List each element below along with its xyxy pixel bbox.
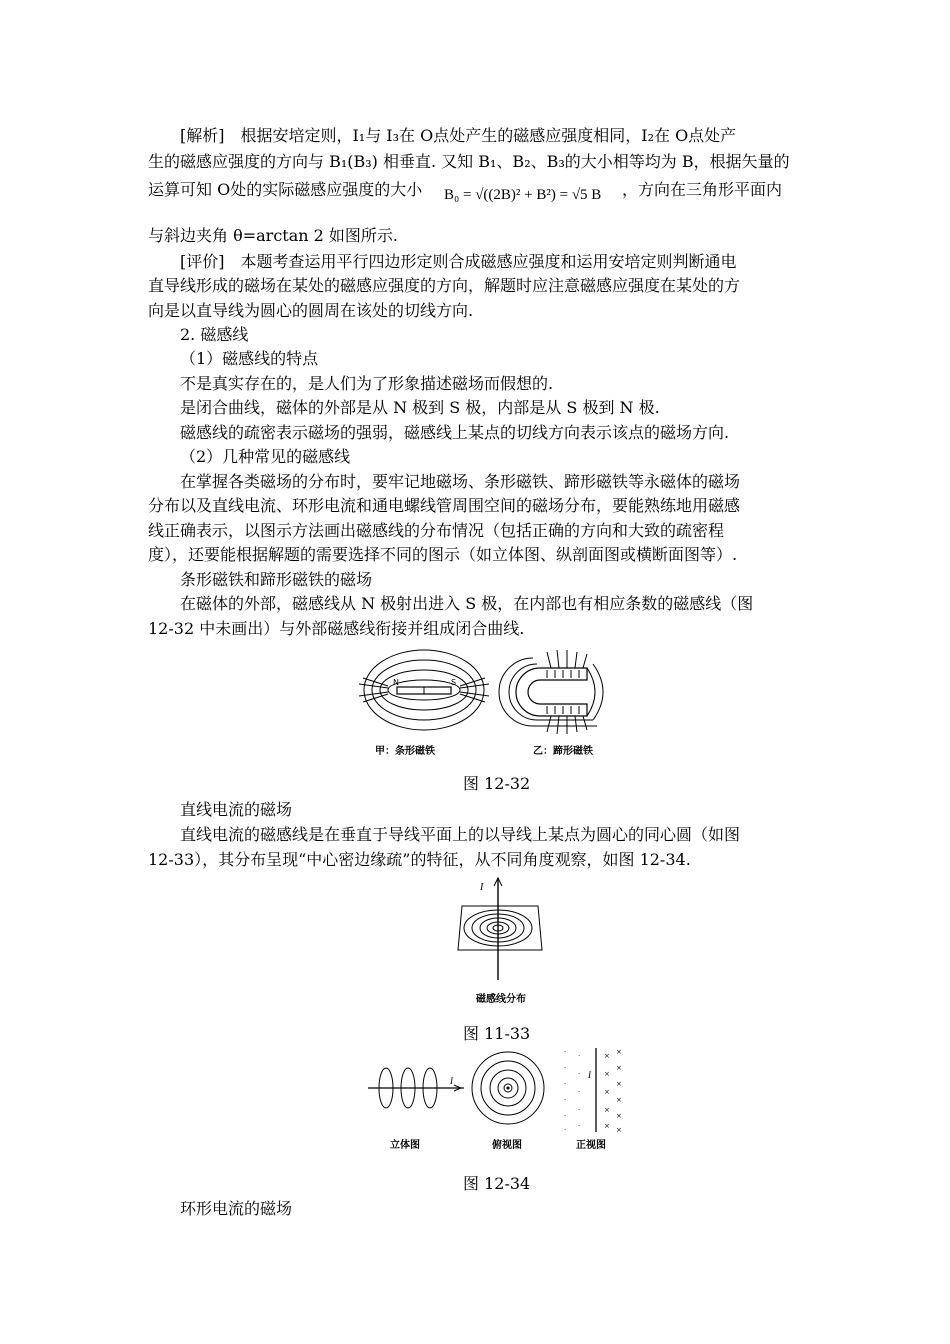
analysis-line-2: 生的磁感应强度的方向与 B₁(B₃) 相垂直. 又知 B₁、B₂、B₃的大小相等均为 B，根据矢量的 — [148, 152, 790, 171]
svg-text:·: · — [578, 1070, 581, 1078]
svg-text:×: × — [616, 1112, 622, 1120]
svg-text:·: · — [578, 1052, 581, 1060]
bar-magnet-heading: 条形磁铁和蹄形磁铁的磁场 — [180, 570, 373, 589]
straight-current-line-1: 直线电流的磁感线是在垂直于导线平面上的以导线上某点为圆心的同心圆（如图 — [180, 825, 741, 844]
fig34-label-3d: 立体图 — [390, 1140, 420, 1151]
section-heading: 2. 磁感线 — [180, 325, 249, 344]
svg-text:·: · — [564, 1080, 567, 1088]
straight-current-heading: 直线电流的磁场 — [180, 800, 293, 819]
bar-magnet-line-1: 在磁体的外部，磁感线从 N 极射出进入 S 极，在内部也有相应条数的磁感线（图 — [180, 594, 754, 613]
svg-text:×: × — [604, 1088, 610, 1096]
fig34-caption: 图 12-34 — [463, 1174, 531, 1193]
wire-views-drawing — [368, 1048, 630, 1138]
common-lines-2: 分布以及直线电流、环形电流和通电螺线管周围空间的磁场分布，要能熟练地用磁感 — [148, 496, 741, 515]
wire-field-drawing — [450, 876, 550, 986]
subsection-heading-1: （1）磁感线的特点 — [180, 349, 319, 368]
fig34-current-symbol-a: I — [450, 1076, 453, 1086]
analysis-line-1: [解析] 根据安培定则，I₁与 I₃在 O点处产生的磁感应强度相同，I₂在 O点处产 — [180, 126, 737, 145]
fig33-caption: 图 11-33 — [463, 1024, 531, 1043]
svg-text:·: · — [564, 1048, 567, 1056]
svg-text:×: × — [616, 1080, 622, 1088]
evaluation-line-1: [评价] 本题考查运用平行四边形定则合成磁感应强度和运用安培定则判断通电 — [180, 252, 737, 271]
figure-11-33 — [450, 876, 550, 1006]
fig34-current-symbol-b: I — [588, 1070, 591, 1080]
analysis-line-3: 运算可知 O处的实际磁感应强度的大小 — [148, 180, 423, 199]
svg-text:·: · — [564, 1112, 567, 1120]
fig34-label-front: 正视图 — [576, 1140, 606, 1151]
common-lines-1: 在掌握各类磁场的分布时，要牢记地磁场、条形磁铁、蹄形磁铁等永磁体的磁场 — [180, 472, 741, 491]
fig32-label-horseshoe: 乙：蹄形磁铁 — [533, 746, 593, 757]
fig32-label-bar: 甲：条形磁铁 — [375, 746, 435, 757]
straight-current-line-2: 12-33），其分布呈现“中心密边缘疏”的特征，从不同角度观察，如图 12-34. — [148, 850, 691, 869]
svg-text:·: · — [578, 1088, 581, 1096]
common-lines-3: 线正确表示，以图示方法画出磁感线的分布情况（包括正确的方向和大致的疏密程 — [148, 521, 725, 540]
svg-text:×: × — [616, 1064, 622, 1072]
feature-line-1: 不是真实存在的，是人们为了形象描述磁场而假想的. — [180, 374, 554, 393]
figure-12-34 — [368, 1048, 630, 1150]
analysis-line-4: 与斜边夹角 θ=arctan 2 如图所示. — [148, 226, 398, 245]
fig32-caption: 图 12-32 — [463, 774, 531, 793]
fig33-label: 磁感线分布 — [476, 994, 526, 1005]
ring-current-heading: 环形电流的磁场 — [180, 1199, 293, 1218]
svg-text:×: × — [616, 1126, 622, 1134]
svg-text:·: · — [564, 1096, 567, 1104]
fig34-label-top: 俯视图 — [492, 1140, 522, 1151]
analysis-line-3-tail: ，方向在三角形平面内 — [622, 180, 783, 199]
feature-line-2: 是闭合曲线，磁体的外部是从 N 极到 S 极，内部是从 S 极到 N 极. — [180, 398, 660, 417]
svg-text:·: · — [578, 1106, 581, 1114]
svg-text:×: × — [604, 1052, 610, 1060]
svg-text:×: × — [604, 1122, 610, 1130]
bar-magnet-line-2: 12-32 中未画出）与外部磁感线衔接并组成闭合曲线. — [148, 619, 525, 638]
fig33-current-symbol: I — [480, 882, 484, 893]
svg-text:·: · — [578, 1122, 581, 1130]
svg-text:×: × — [604, 1106, 610, 1114]
evaluation-line-3: 向是以直导线为圆心的圆周在该处的切线方向. — [148, 301, 474, 320]
svg-text:×: × — [616, 1096, 622, 1104]
feature-line-3: 磁感线的疏密表示磁场的强弱，磁感线上某点的切线方向表示该点的磁场方向. — [180, 423, 730, 442]
svg-text:N: N — [393, 678, 399, 687]
svg-text:×: × — [604, 1070, 610, 1078]
figure-12-32 — [355, 648, 610, 758]
svg-text:·: · — [564, 1126, 567, 1134]
magnitude-formula: B₀ = √((2B)² + B²) = √5 B — [444, 187, 602, 203]
subsection-heading-2: （2）几种常见的磁感线 — [180, 447, 351, 466]
svg-text:S: S — [451, 678, 457, 687]
evaluation-line-2: 直导线形成的磁场在某处的磁感应强度的方向，解题时应注意磁感应强度在某处的方 — [148, 276, 741, 295]
svg-text:×: × — [616, 1048, 622, 1056]
svg-text:·: · — [564, 1064, 567, 1072]
common-lines-4: 度），还要能根据解题的需要选择不同的图示（如立体图、纵剖面图或横断面图等）. — [148, 545, 738, 564]
